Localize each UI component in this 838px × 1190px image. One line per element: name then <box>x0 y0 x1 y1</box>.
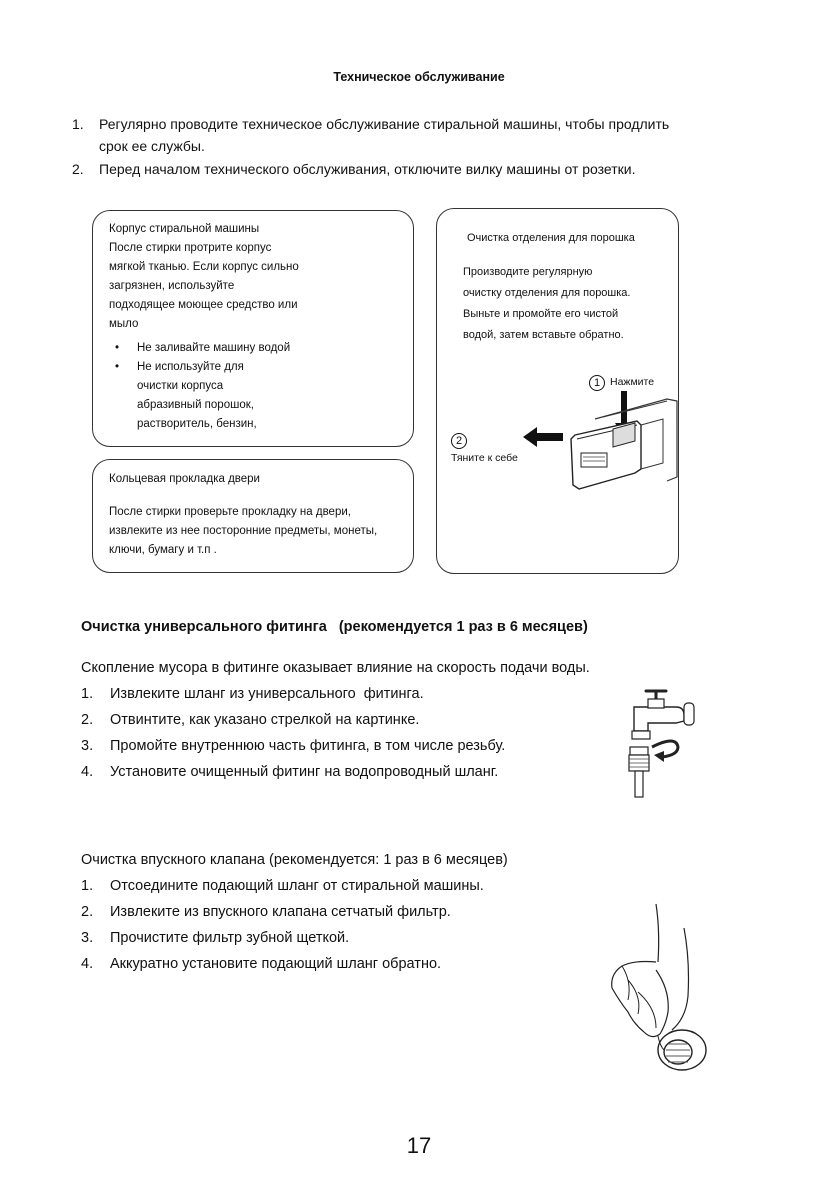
door-seal-heading: Кольцевая прокладка двери <box>109 473 260 485</box>
step-text: Промойте внутреннюю часть фитинга, в том числе резьбу. <box>110 738 506 754</box>
pull-arrow-icon <box>523 427 563 447</box>
dispenser-heading: Очистка отделения для порошка <box>467 232 635 244</box>
step-number: 4. <box>81 956 94 972</box>
body-care-line: подходящее моющее средство или <box>109 299 298 311</box>
bullet-line: • Не используйте для <box>137 361 244 373</box>
intro-item-text: Регулярно проводите техническое обслуживание стиральной машины, чтобы продлить <box>99 116 670 132</box>
step-text: Установите очищенный фитинг на водопроводный шланг. <box>110 764 499 780</box>
valve-step <box>81 899 681 925</box>
door-seal-box <box>92 459 414 573</box>
door-seal-line: После стирки проверьте прокладку на двери, <box>109 506 351 518</box>
intro-item-number: 1. <box>72 116 84 132</box>
dispenser-line: водой, затем вставьте обратно. <box>463 329 624 341</box>
page-title: Техническое обслуживание <box>333 70 505 84</box>
step-number: 3. <box>81 738 94 754</box>
fitting-intro: Скопление мусора в фитинге оказывает влияние на скорость подачи воды. <box>81 660 590 676</box>
step-number: 4. <box>81 764 94 780</box>
dispenser-line: Производите регулярную <box>463 266 593 278</box>
dispenser-drawer-illustration <box>517 389 679 499</box>
body-care-line: После стирки протрите корпус <box>109 242 272 254</box>
step-text: Аккуратно установите подающий шланг обратно. <box>110 956 442 972</box>
valve-step <box>81 873 681 899</box>
valve-step <box>81 951 681 977</box>
intro-item-text: Перед началом технического обслуживания, отключите вилку машины от розетки. <box>99 161 636 177</box>
step-number: 1. <box>81 878 94 894</box>
step-number: 3. <box>81 930 94 946</box>
step-text: Прочистите фильтр зубной щеткой. <box>110 930 350 946</box>
bullet-line: очистки корпуса <box>137 380 224 392</box>
dispenser-line: очистку отделения для порошка. <box>463 287 631 299</box>
valve-section <box>81 847 681 977</box>
step-text: Извлеките из впускного клапана сетчатый фильтр. <box>110 904 451 920</box>
step-1-label: Нажмите <box>610 376 655 388</box>
step-text: Извлеките шланг из универсального фитинга. <box>110 686 424 702</box>
bullet-line: • Не заливайте машину водой <box>137 342 291 354</box>
valve-heading: Очистка впускного клапана (рекомендуется: 1 раз в 6 месяцев) <box>81 852 508 868</box>
step-2-circle: 2 <box>451 433 467 449</box>
intro-item-1 <box>72 113 772 157</box>
dispenser-box <box>436 208 679 574</box>
hand-filter-illustration <box>598 900 728 1080</box>
bullet-item <box>109 358 409 434</box>
step-number: 1. <box>81 686 94 702</box>
dispenser-line: Выньте и промойте его чистой <box>463 308 619 320</box>
door-seal-line: ключи, бумагу и т.п . <box>109 544 217 556</box>
intro-item-2 <box>72 158 772 180</box>
bullet-line: растворитель, бензин, <box>137 418 257 430</box>
step-number: 2. <box>81 904 94 920</box>
door-seal-line: извлеките из нее посторонние предметы, монеты, <box>109 525 378 537</box>
body-care-line: загрязнен, используйте <box>109 280 235 292</box>
step-1-circle: 1 <box>589 375 605 391</box>
rotate-arrow-icon <box>654 751 664 762</box>
step-text: Отвинтите, как указано стрелкой на картинке. <box>110 712 420 728</box>
step-number: 2. <box>81 712 94 728</box>
intro-item-number: 2. <box>72 161 84 177</box>
bullet-line: абразивный порошок, <box>137 399 254 411</box>
page-number: 17 <box>406 1133 432 1158</box>
body-care-box <box>92 210 414 447</box>
body-care-line: мягкой тканью. Если корпус сильно <box>109 261 299 273</box>
fitting-heading: Очистка универсального фитинга (рекомендуется 1 раз в 6 месяцев) <box>81 619 588 635</box>
step-2-label: Тяните к себе <box>451 452 518 464</box>
faucet-fitting-illustration <box>618 685 698 800</box>
body-care-line: мыло <box>109 318 139 330</box>
step-text: Отсоедините подающий шланг от стиральной машины. <box>110 878 484 894</box>
bullet-item <box>109 339 409 358</box>
intro-item-text-cont: срок ее службы. <box>99 138 205 154</box>
body-care-heading: Корпус стиральной машины <box>109 223 260 235</box>
valve-step <box>81 925 681 951</box>
